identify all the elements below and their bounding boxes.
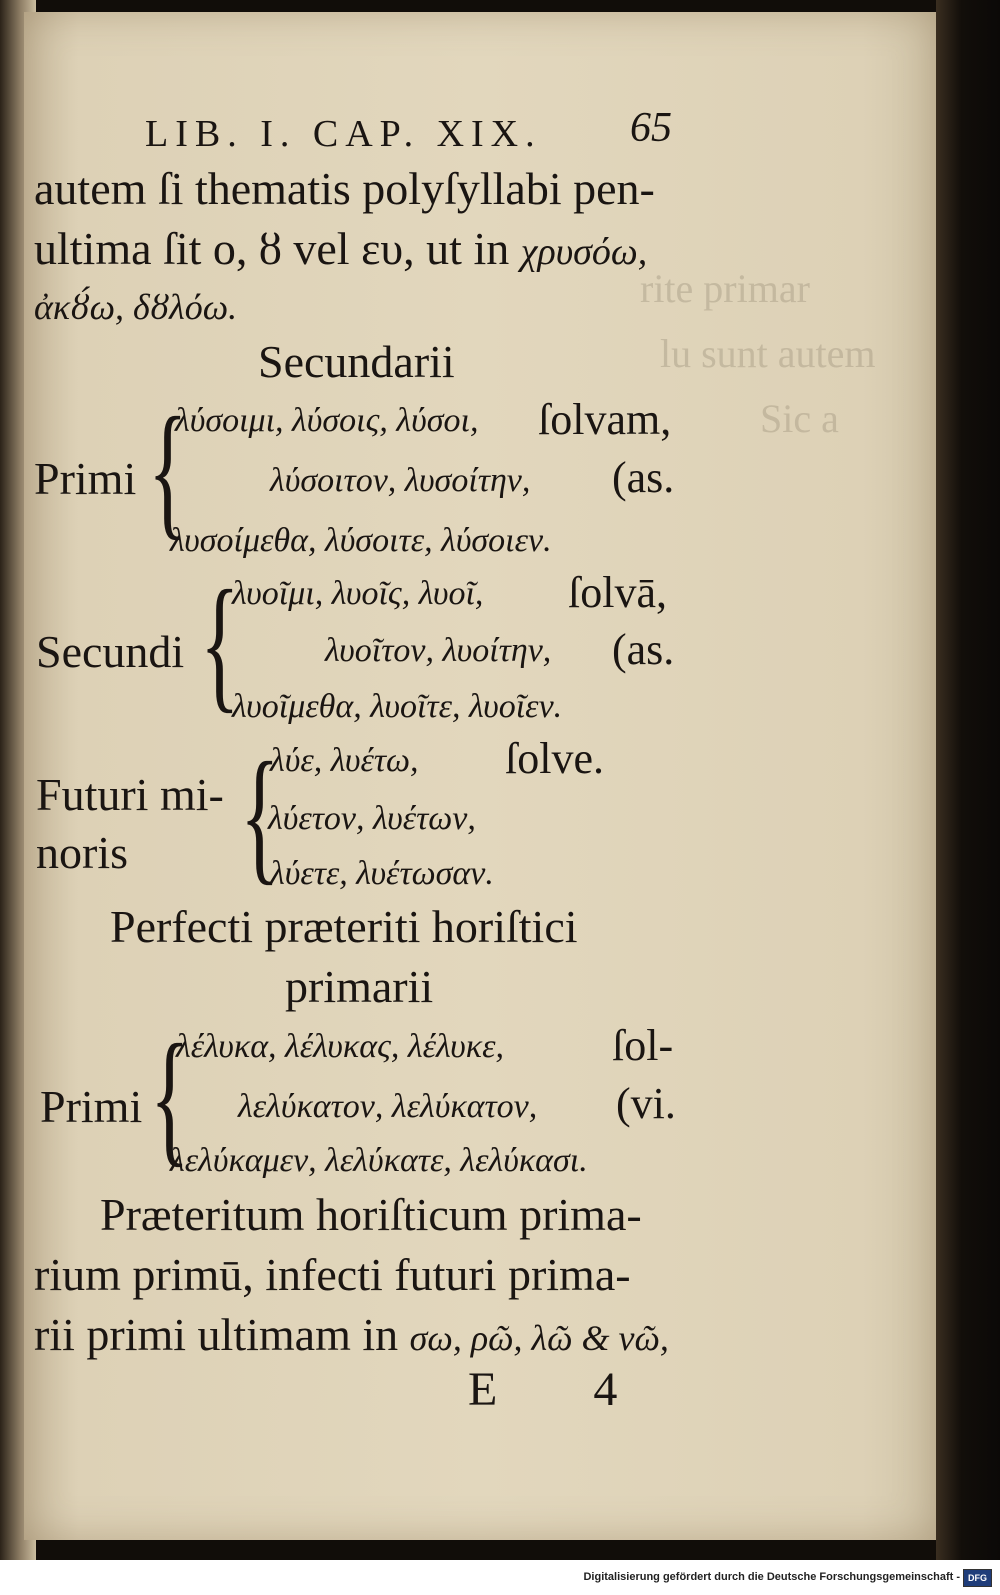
footer-credit: Digitalisierung gefördert durch die Deutsche Forschungsgemeinschaft -	[583, 1571, 960, 1583]
intro-line-3-greek: ἀκȣ́ω, δȣλόω.	[34, 287, 238, 327]
greek-row: λύσοιτον, λυσοίτην,	[270, 462, 531, 499]
greek-row: λέλυκα, λέλυκας, λέλυκε,	[176, 1028, 504, 1065]
closing-line-2: rium primū, infecti futuri prima-	[34, 1249, 631, 1300]
greek-row: λύετε, λυέτωσαν.	[270, 855, 494, 892]
closing-line-3-greek: σω, ρῶ, λῶ & νῶ,	[409, 1318, 669, 1358]
curly-brace: {	[200, 560, 240, 726]
page-edge-shadow	[936, 0, 1000, 1560]
greek-row: λελύκατον, λελύκατον,	[238, 1088, 538, 1125]
section-heading-perfecti: Perfecti præteriti horiſtici	[110, 901, 578, 952]
greek-row: λυοῖμεθα, λυοῖτε, λυοῖεν.	[232, 688, 563, 725]
conjugation-label-primi: Primi	[40, 1081, 143, 1132]
show-through-text: rite primar	[640, 266, 810, 311]
greek-row: λύε, λυέτω,	[270, 742, 419, 779]
digitization-footer	[0, 1560, 1000, 1595]
latin-gloss: (as.	[612, 453, 675, 502]
page-number: 65	[630, 105, 672, 151]
intro-line-2	[34, 222, 647, 275]
running-title: LIB. I. CAP. XIX.	[145, 113, 542, 155]
conjugation-label-futuri-minoris-2: noris	[36, 827, 128, 878]
greek-row: λύσοιμι, λύσοις, λύσοι,	[175, 402, 479, 439]
latin-gloss: ſol-	[612, 1021, 674, 1070]
conjugation-label-primi: Primi	[34, 453, 137, 504]
greek-row: λελύκαμεν, λελύκατε, λελύκασι.	[170, 1142, 588, 1179]
curly-brace: {	[240, 732, 280, 898]
latin-gloss: (as.	[612, 625, 675, 674]
show-through-text: Sic a	[760, 396, 839, 441]
closing-line-3-latin: rii primi ultimam in	[34, 1309, 399, 1360]
intro-line-1: autem ſi thematis polyſyllabi pen-	[34, 163, 655, 214]
greek-row: λυοῖτον, λυοίτην,	[325, 632, 552, 669]
curly-brace: {	[148, 387, 188, 553]
dfg-logo-icon: DFG	[963, 1569, 992, 1587]
section-heading-perfecti-2: primarii	[285, 961, 434, 1012]
greek-row: λύετον, λυέτων,	[268, 800, 476, 837]
curly-brace: {	[150, 1014, 190, 1180]
intro-line-2-latin: ultima ſit ο, ȣ vel ευ, ut in	[34, 223, 510, 274]
latin-gloss: ſolvam,	[538, 395, 672, 444]
closing-line-1: Præteritum horiſticum prima-	[100, 1189, 642, 1240]
latin-gloss: (vi.	[616, 1079, 676, 1128]
greek-row: λυοῖμι, λυοῖς, λυοῖ,	[232, 575, 484, 612]
conjugation-label-futuri-minoris-1: Futuri mi-	[36, 769, 224, 820]
signature-mark: E 4	[468, 1363, 660, 1416]
show-through-text: lu sunt autem	[660, 331, 876, 376]
section-heading-secundarii: Secundarii	[258, 336, 455, 387]
intro-line-2-greek: χρυσόω,	[520, 231, 648, 273]
conjugation-label-secundi: Secundi	[36, 626, 185, 677]
latin-gloss: ſolvā,	[568, 568, 667, 617]
closing-line-3	[34, 1308, 669, 1361]
latin-gloss: ſolve.	[505, 734, 604, 783]
greek-row: λυσοίμεθα, λύσοιτε, λύσοιεν.	[170, 522, 552, 559]
